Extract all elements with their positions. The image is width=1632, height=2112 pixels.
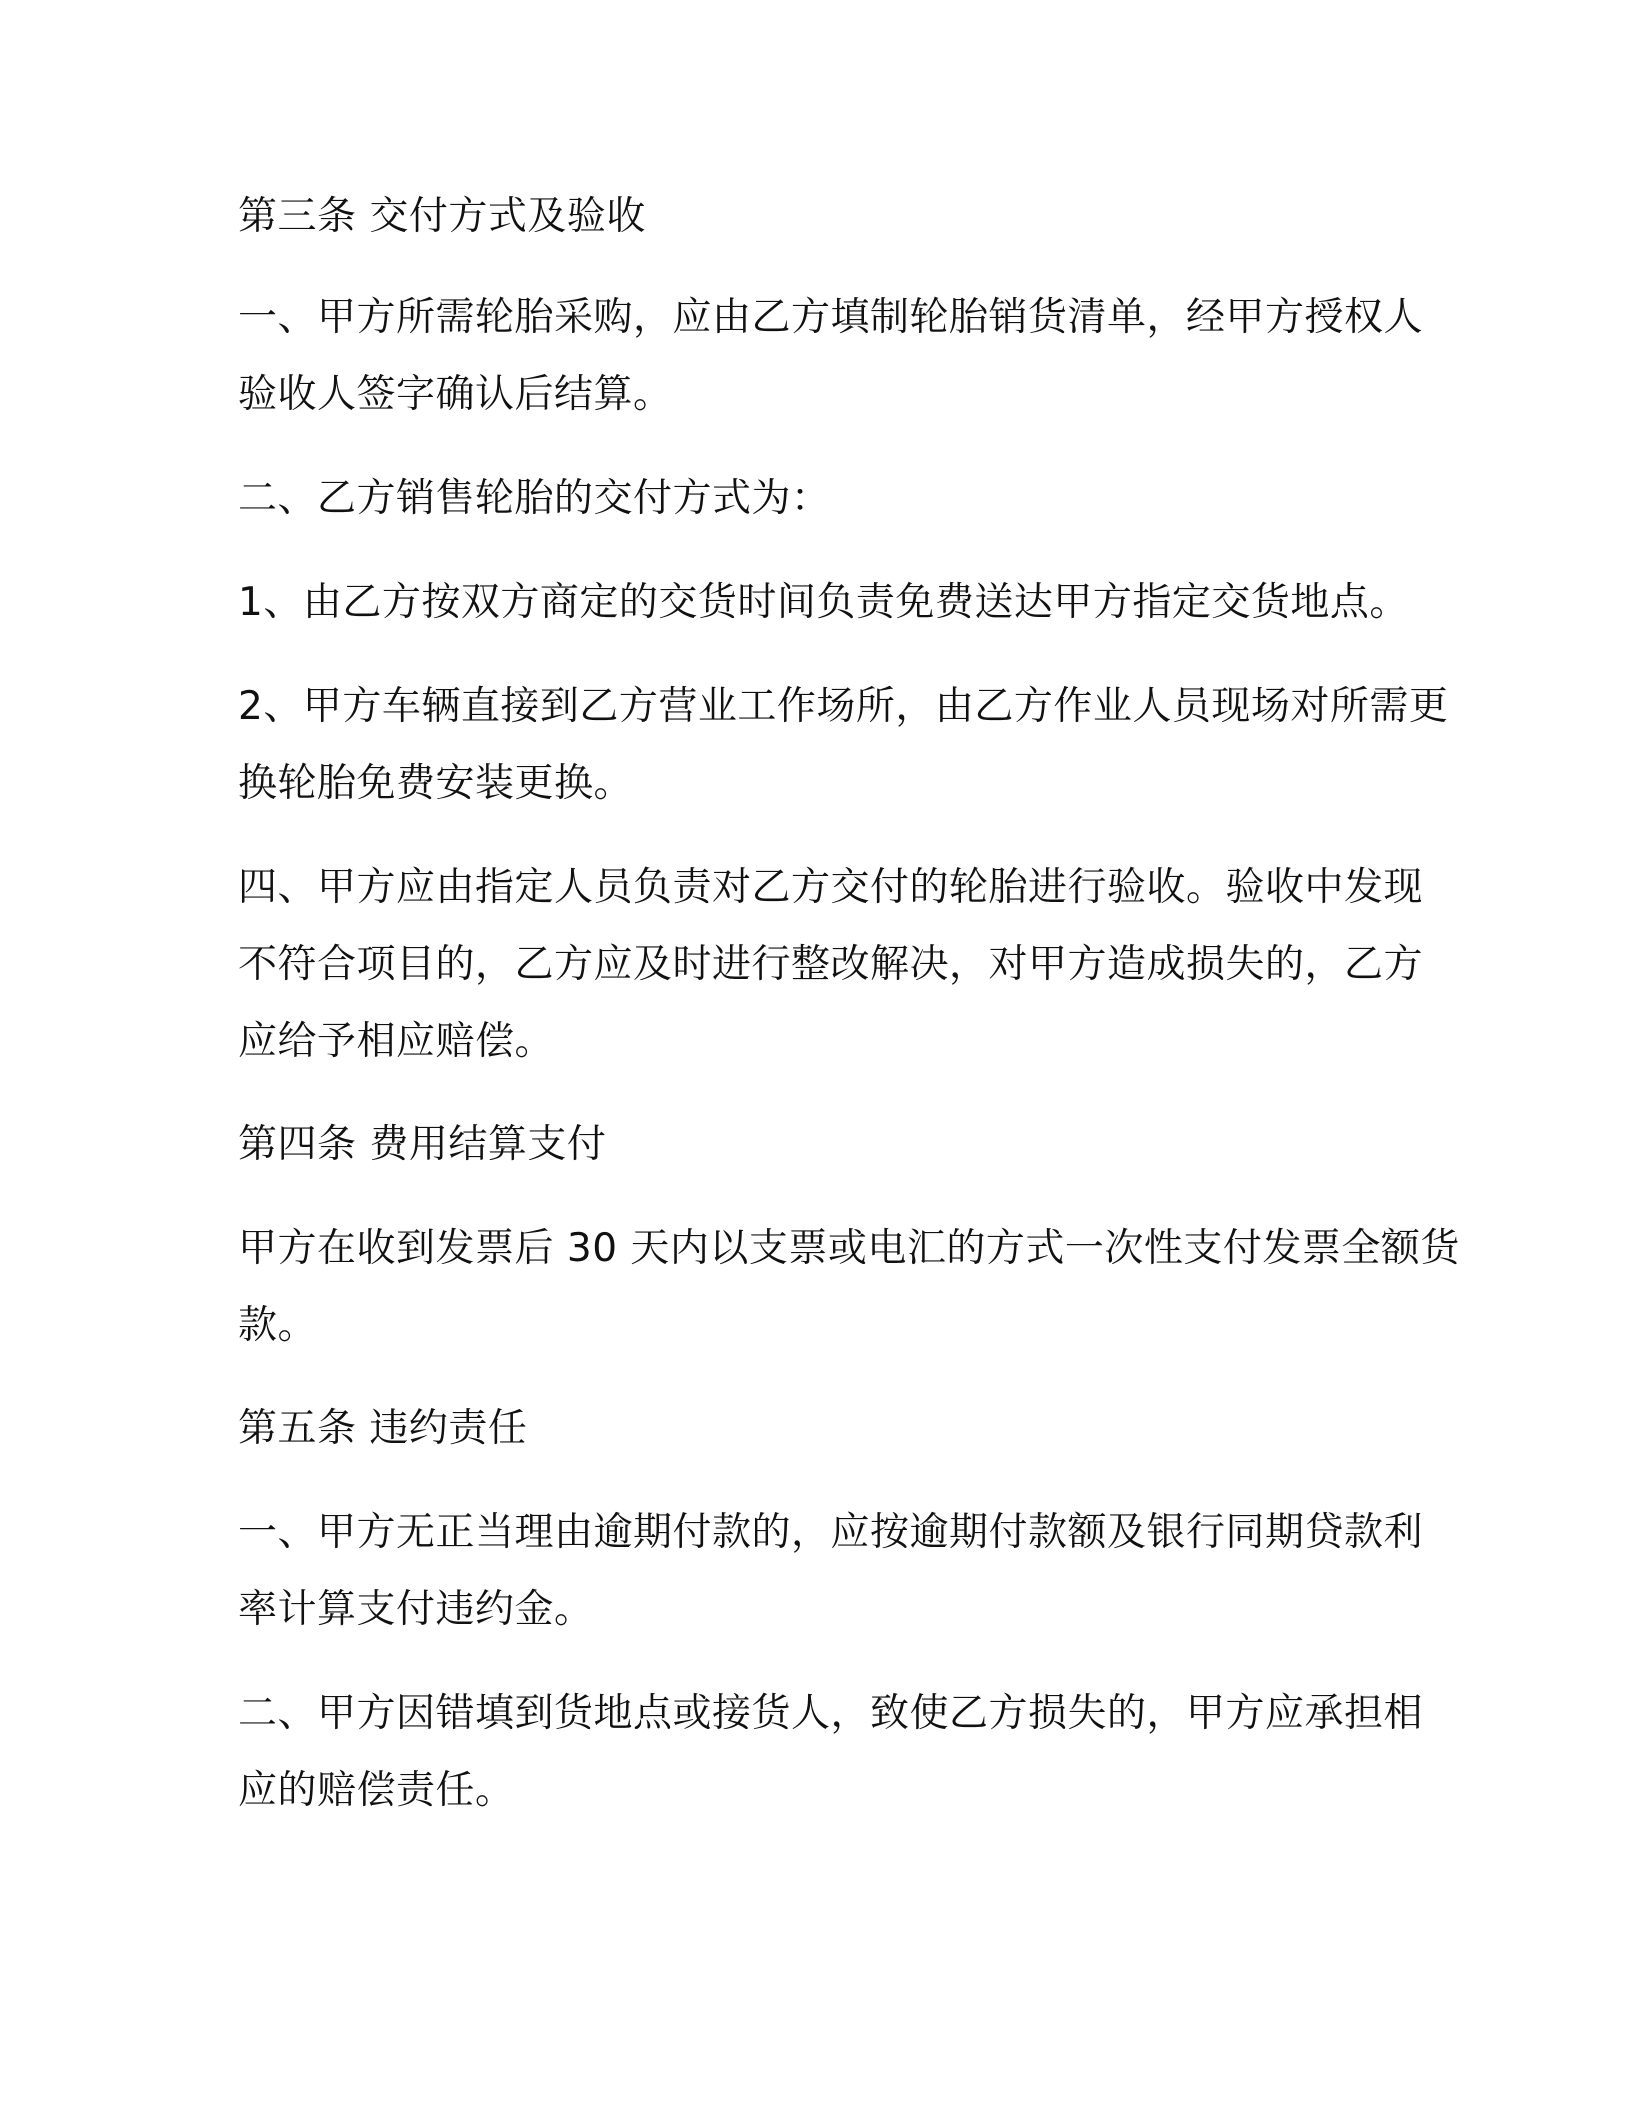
article-3-item-2-line-2: 换轮胎免费安装更换。	[238, 761, 634, 806]
article-3-item-1: 1、由乙方按双方商定的交货时间负责免费送达甲方指定交货地点。	[238, 580, 1409, 625]
article-3-clause-1-line-2: 验收人签字确认后结算。	[238, 372, 673, 417]
article-4-heading: 第四条 费用结算支付	[238, 1122, 607, 1167]
article-3-clause-1-line-1: 一、甲方所需轮胎采购，应由乙方填制轮胎销货清单，经甲方授权人	[238, 295, 1424, 340]
article-5-clause-2-line-2: 应的赔偿责任。	[238, 1768, 515, 1813]
article-4-paragraph-line-2: 款。	[238, 1303, 318, 1348]
article-5-clause-1-line-2: 率计算支付违约金。	[238, 1587, 594, 1632]
article-3-clause-4-line-3: 应给予相应赔偿。	[238, 1019, 555, 1064]
article-3-item-2-line-1: 2、甲方车辆直接到乙方营业工作场所，由乙方作业人员现场对所需更	[238, 684, 1449, 729]
article-3-clause-4-line-2: 不符合项目的，乙方应及时进行整改解决，对甲方造成损失的，乙方	[238, 942, 1424, 987]
article-3-clause-2: 二、乙方销售轮胎的交付方式为：	[238, 476, 831, 521]
article-5-clause-1-line-1: 一、甲方无正当理由逾期付款的，应按逾期付款额及银行同期贷款利	[238, 1510, 1424, 1555]
article-5-clause-2-line-1: 二、甲方因错填到货地点或接货人，致使乙方损失的，甲方应承担相	[238, 1691, 1424, 1736]
article-3-clause-4-line-1: 四、甲方应由指定人员负责对乙方交付的轮胎进行验收。验收中发现	[238, 865, 1424, 910]
article-5-heading: 第五条 违约责任	[238, 1406, 528, 1451]
article-3-heading: 第三条 交付方式及验收	[238, 194, 646, 239]
article-4-paragraph-line-1: 甲方在收到发票后 30 天内以支票或电汇的方式一次性支付发票全额货	[238, 1226, 1460, 1271]
